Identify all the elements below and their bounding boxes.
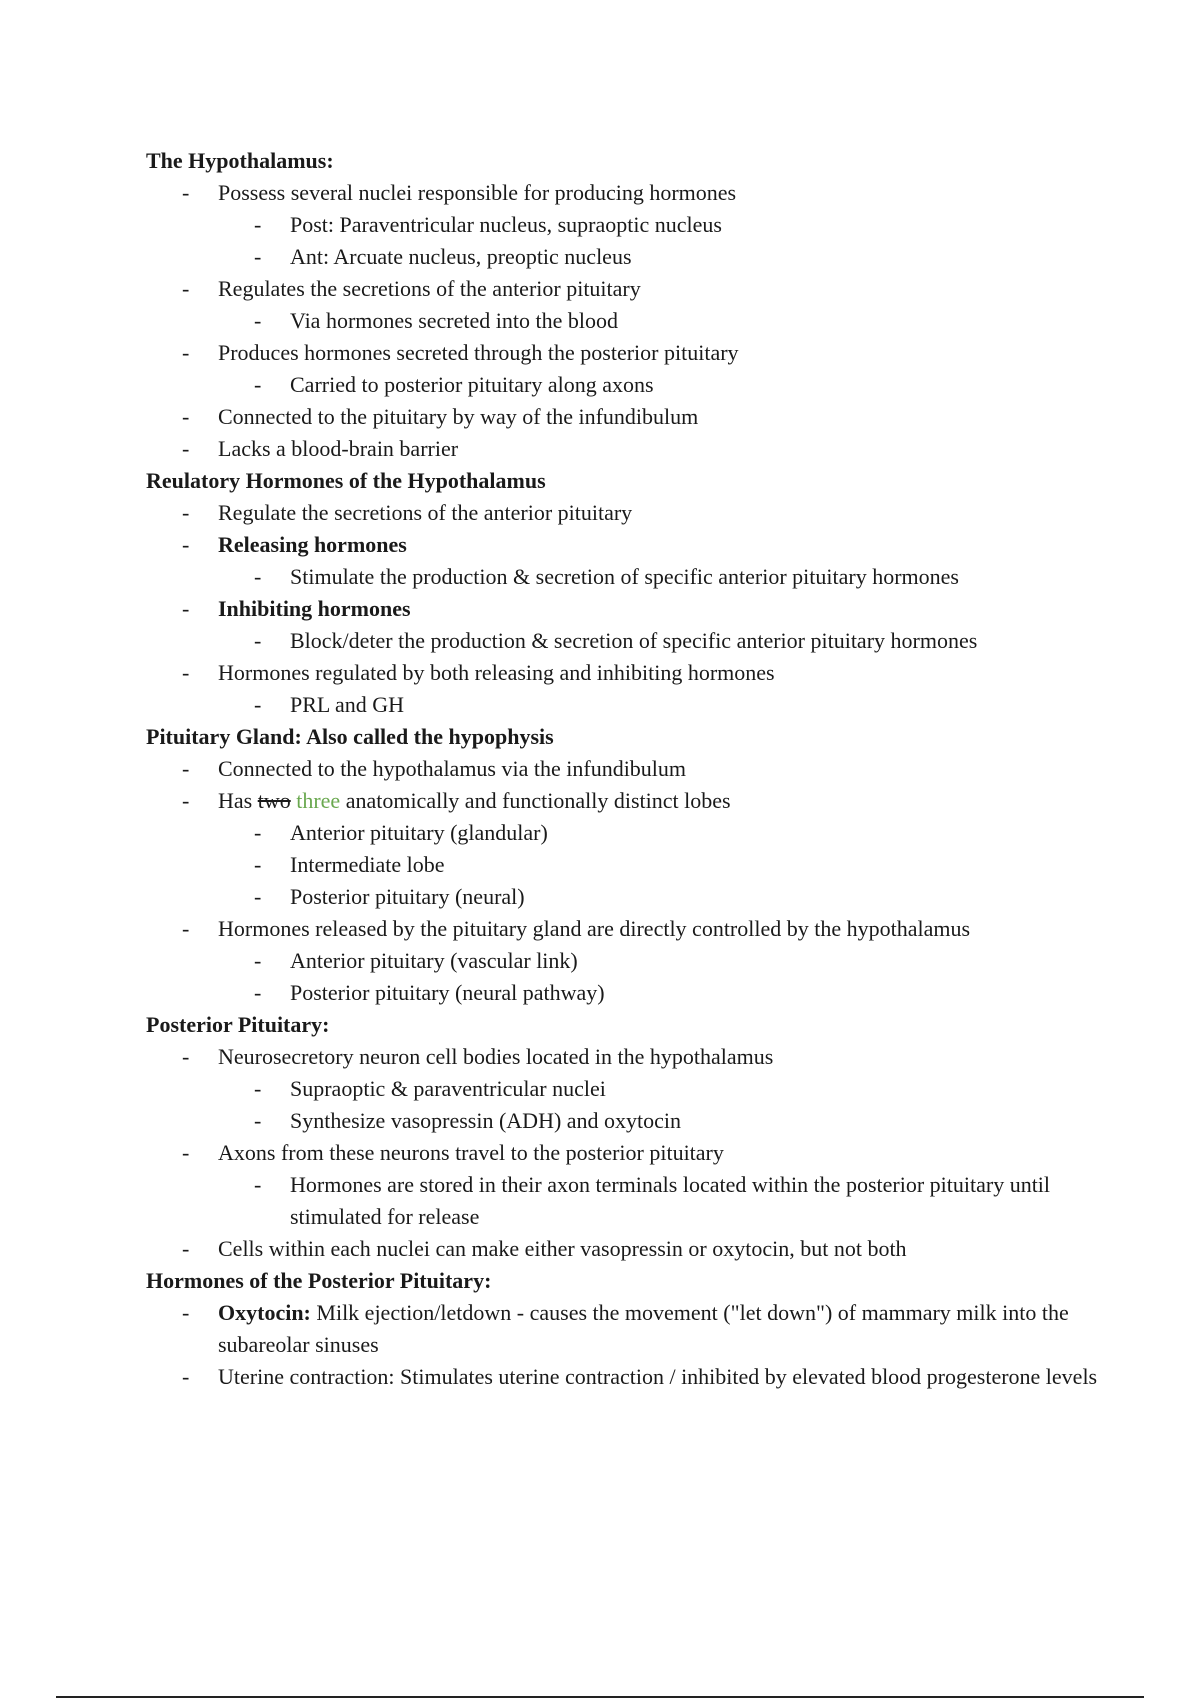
bullet-dash: - [182, 1044, 190, 1069]
list-item-text: Via hormones secreted into the blood [290, 308, 618, 333]
list-item-text: Regulates the secretions of the anterior pituitary [218, 276, 641, 301]
bullet-dash: - [254, 980, 262, 1005]
bullet-dash: - [182, 276, 190, 301]
section-heading: Pituitary Gland: Also called the hypophysis [146, 724, 554, 749]
bullet-dash: - [254, 948, 262, 973]
footer-rule [56, 1696, 1144, 1698]
list-item-text: PRL and GH [290, 692, 405, 717]
bullet-dash: - [182, 180, 190, 205]
bullet-dash: - [182, 340, 190, 365]
list-item [146, 1169, 1106, 1233]
list-item [146, 529, 1106, 561]
list-item [146, 945, 1106, 977]
list-item-text: Uterine contraction: Stimulates uterine contraction / inhibited by elevated blood progesterone levels [218, 1364, 1098, 1389]
bullet-dash: - [254, 564, 262, 589]
list-item-text [218, 788, 731, 813]
list-item-text: Cells within each nuclei can make either vasopressin or oxytocin, but not both [218, 1236, 907, 1261]
bullet-dash: - [254, 628, 262, 653]
struck-text: two [257, 788, 291, 813]
list-item [146, 433, 1106, 465]
list-item [146, 1041, 1106, 1073]
bullet-dash: - [254, 852, 262, 877]
bullet-dash: - [254, 308, 262, 333]
list-item [146, 817, 1106, 849]
bullet-dash: - [182, 404, 190, 429]
bullet-dash: - [182, 596, 190, 621]
bullet-dash: - [254, 244, 262, 269]
list-item [146, 561, 1106, 593]
list-item [146, 1297, 1106, 1361]
bullet-dash: - [182, 1300, 190, 1325]
list-item-text: Possess several nuclei responsible for producing hormones [218, 180, 737, 205]
list-item-text: Posterior pituitary (neural pathway) [290, 980, 605, 1005]
list-item [146, 593, 1106, 625]
list-item-text: Lacks a blood-brain barrier [218, 436, 459, 461]
list-item [146, 753, 1106, 785]
list-item [146, 1361, 1106, 1393]
list-item [146, 657, 1106, 689]
list-item [146, 337, 1106, 369]
text-run: anatomically and functionally distinct lobes [340, 788, 731, 813]
list-item [146, 913, 1106, 945]
list-item-text: Axons from these neurons travel to the posterior pituitary [218, 1140, 724, 1165]
list-item [146, 1233, 1106, 1265]
bullet-dash: - [254, 1172, 262, 1197]
section-heading: The Hypothalamus: [146, 148, 334, 173]
list-item-text: Anterior pituitary (glandular) [290, 820, 548, 845]
list-item [146, 977, 1106, 1009]
list-item-text: Connected to the pituitary by way of the infundibulum [218, 404, 699, 429]
bullet-dash: - [254, 884, 262, 909]
bullet-dash: - [254, 1076, 262, 1101]
bullet-dash: - [182, 532, 190, 557]
bullet-dash: - [182, 916, 190, 941]
bullet-dash: - [182, 1364, 190, 1389]
list-item-text: Produces hormones secreted through the posterior pituitary [218, 340, 739, 365]
list-item [146, 881, 1106, 913]
inserted-text: three [296, 788, 341, 813]
list-item [146, 1105, 1106, 1137]
bullet-dash: - [254, 212, 262, 237]
list-item-text: Synthesize vasopressin (ADH) and oxytocin [290, 1108, 682, 1133]
list-item [146, 273, 1106, 305]
bullet-dash: - [182, 756, 190, 781]
bullet-dash: - [254, 1108, 262, 1133]
list-item-text: Ant: Arcuate nucleus, preoptic nucleus [290, 244, 632, 269]
list-item [146, 785, 1106, 817]
list-item-text: Block/deter the production & secretion of specific anterior pituitary hormones [290, 628, 978, 653]
list-item-text [218, 1300, 1069, 1357]
list-item [146, 305, 1106, 337]
list-item-text: Carried to posterior pituitary along axons [290, 372, 654, 397]
list-item [146, 209, 1106, 241]
list-item-text: Releasing hormones [218, 532, 407, 557]
list-item [146, 177, 1106, 209]
section-heading: Posterior Pituitary: [146, 1012, 330, 1037]
section-heading: Reulatory Hormones of the Hypothalamus [146, 468, 546, 493]
list-item [146, 369, 1106, 401]
list-item-text: Posterior pituitary (neural) [290, 884, 525, 909]
bullet-dash: - [182, 660, 190, 685]
bullet-dash: - [254, 372, 262, 397]
section-heading: Hormones of the Posterior Pituitary: [146, 1268, 492, 1293]
list-item-text: Regulate the secretions of the anterior pituitary [218, 500, 633, 525]
list-item [146, 689, 1106, 721]
list-item-text: Hormones regulated by both releasing and inhibiting hormones [218, 660, 775, 685]
bullet-dash: - [182, 1140, 190, 1165]
bullet-dash: - [182, 500, 190, 525]
list-item-text: Inhibiting hormones [218, 596, 411, 621]
list-item-text: Stimulate the production & secretion of specific anterior pituitary hormones [290, 564, 959, 589]
list-item-text: Post: Paraventricular nucleus, supraoptic nucleus [290, 212, 722, 237]
list-item [146, 1073, 1106, 1105]
list-item-text: Connected to the hypothalamus via the infundibulum [218, 756, 687, 781]
bullet-dash: - [254, 820, 262, 845]
bold-term: Oxytocin: [218, 1300, 311, 1325]
list-item [146, 625, 1106, 657]
list-item-text: Anterior pituitary (vascular link) [290, 948, 578, 973]
bullet-dash: - [182, 436, 190, 461]
list-item-text: Intermediate lobe [290, 852, 445, 877]
document-body [146, 145, 1106, 1393]
list-item-text: Hormones are stored in their axon terminals located within the posterior pituitary until stimulated for release [290, 1172, 1051, 1229]
list-item [146, 241, 1106, 273]
text-run: Milk ejection/letdown - causes the movement ("let down") of mammary milk into the subareolar sinuses [218, 1300, 1069, 1357]
list-item [146, 1137, 1106, 1169]
list-item-text: Hormones released by the pituitary gland are directly controlled by the hypothalamus [218, 916, 971, 941]
list-item [146, 849, 1106, 881]
bullet-dash: - [182, 1236, 190, 1261]
list-item-text: Neurosecretory neuron cell bodies located in the hypothalamus [218, 1044, 774, 1069]
text-run: Has [218, 788, 258, 813]
list-item [146, 497, 1106, 529]
list-item [146, 401, 1106, 433]
list-item-text: Supraoptic & paraventricular nuclei [290, 1076, 606, 1101]
bullet-dash: - [182, 788, 190, 813]
bullet-dash: - [254, 692, 262, 717]
